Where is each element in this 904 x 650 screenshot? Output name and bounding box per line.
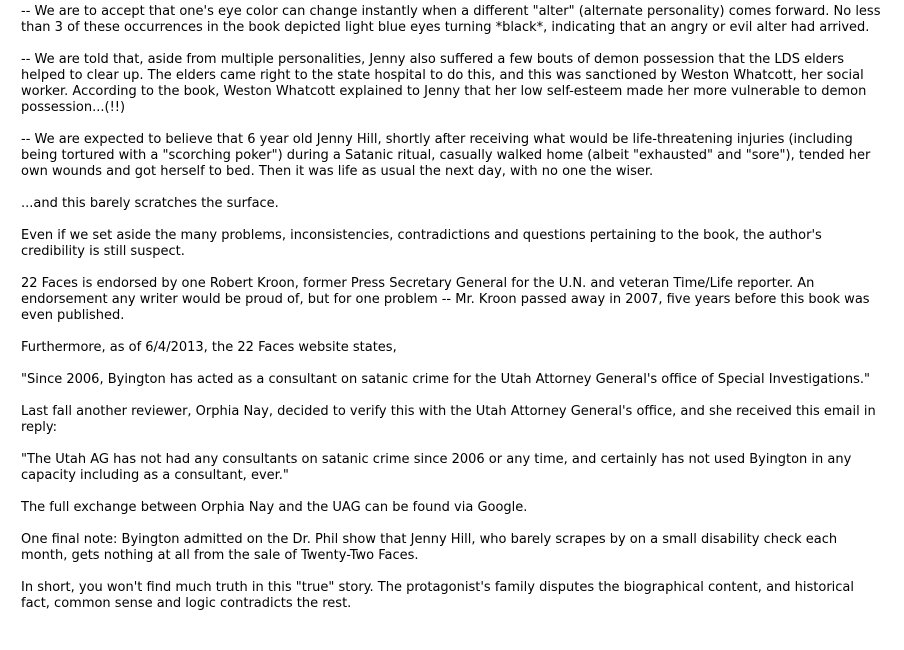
- paragraph-final-note: One final note: Byington admitted on the Dr. Phil show that Jenny Hill, who barely scrapes by on a small disability check each month, gets nothing at all from the sale of Twenty-Two Faces.: [21, 532, 838, 563]
- review-text: [21, 4, 883, 628]
- paragraph-website-states: Furthermore, as of 6/4/2013, the 22 Faces website states,: [21, 340, 397, 355]
- paragraph-scratches-surface: ...and this barely scratches the surface.: [21, 196, 279, 211]
- quote-website-claim: "Since 2006, Byington has acted as a consultant on satanic crime for the Utah Attorney General's office of Special Investigations.": [21, 372, 870, 387]
- quote-ag-reply: "The Utah AG has not had any consultants on satanic crime since 2006 or any time, and certainly has not used Byington in any capacity including as a consultant, ever.": [21, 452, 852, 483]
- paragraph-endorsement: 22 Faces is endorsed by one Robert Kroon, former Press Secretary General for the U.N. and veteran Time/Life reporter. An endorsement any writer would be proud of, but for one problem -- Mr. Kroon passed away in 2007, five years before this book was even published.: [21, 276, 870, 323]
- paragraph-full-exchange: The full exchange between Orphia Nay and the UAG can be found via Google.: [21, 500, 528, 515]
- paragraph-conclusion: In short, you won't find much truth in this "true" story. The protagonist's family disputes the biographical content, and historical fact, common sense and logic contradicts the rest.: [21, 580, 855, 611]
- paragraph-eye-color: -- We are to accept that one's eye color can change instantly when a different "alter" (alternate personality) comes forward. No less than 3 of these occurrences in the book depicted light blue eyes turning *black*, indicating that an angry or evil alter had arrived.: [21, 4, 881, 35]
- paragraph-verification: Last fall another reviewer, Orphia Nay, decided to verify this with the Utah Attorney General's office, and she received this email in reply:: [21, 404, 876, 435]
- paragraph-satanic-ritual: -- We are expected to believe that 6 year old Jenny Hill, shortly after receiving what would be life-threatening injuries (including being tortured with a "scorching poker") during a Satanic ritual, casually walked home (albeit "exhausted" and "sore"), tended her own wounds and got herself to bed. Then it was life as usual the next day, with no one the wiser.: [21, 132, 871, 179]
- paragraph-author-credibility: Even if we set aside the many problems, inconsistencies, contradictions and questions pertaining to the book, the author's credibility is still suspect.: [21, 228, 822, 259]
- paragraph-demon-possession: -- We are told that, aside from multiple personalities, Jenny also suffered a few bouts of demon possession that the LDS elders helped to clear up. The elders came right to the state hospital to do this, and this was sanctioned by Weston Whatcott, her social worker. According to the book, Weston Whatcott explained to Jenny that her low self-esteem made her more vulnerable to demon possession...(!!): [21, 52, 867, 115]
